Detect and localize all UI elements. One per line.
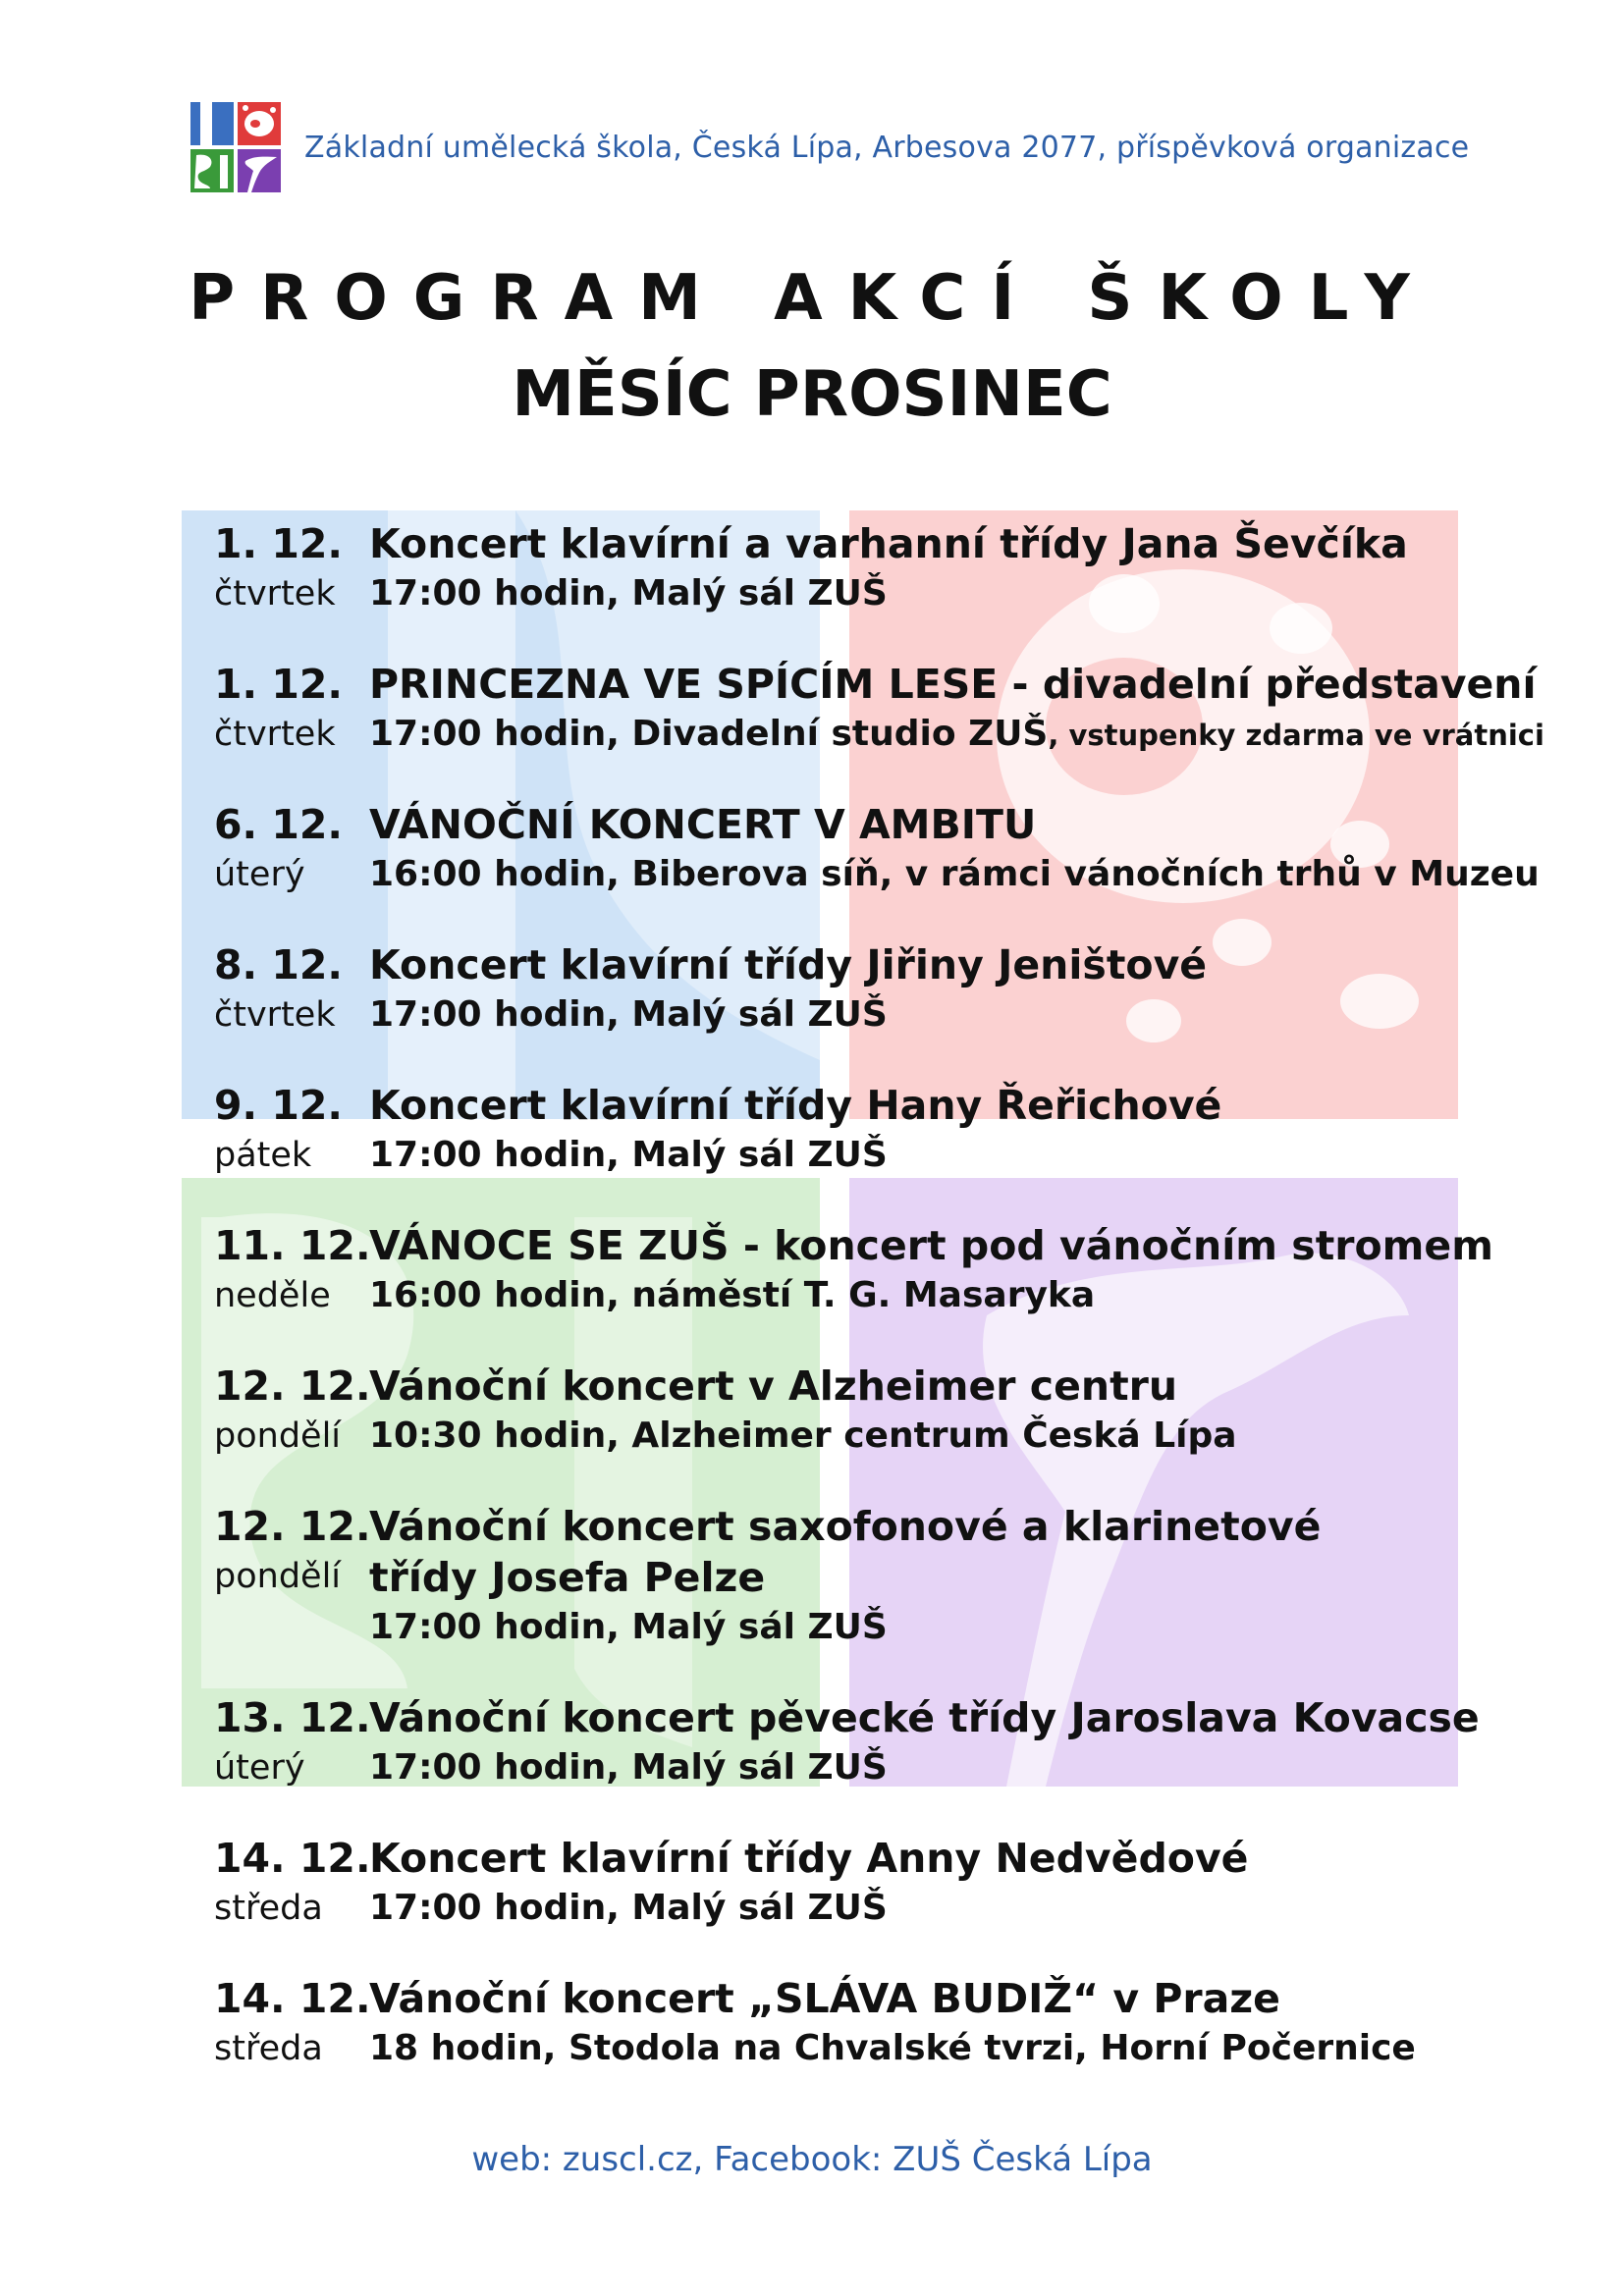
event-time-place: 18 hodin, Stodola na Chvalské tvrzi, Horní Počernice [369,2028,1416,2068]
event-item [214,1080,1500,1181]
event-date: 14. 12. [214,1975,371,2022]
event-details [369,1131,1500,1181]
event-details [369,1884,1500,1934]
page-title: PROGRAM AKCÍ ŠKOLY [189,262,1435,335]
event-day: pondělí [214,1557,342,1596]
event-day: čtvrtek [214,995,336,1035]
event-title: VÁNOCE SE ZUŠ - koncert pod vánočním stromem [369,1222,1493,1269]
event-title: Koncert klavírní třídy Jiřiny Jeništové [369,941,1208,988]
event-date: 1. 12. [214,520,344,567]
event-details [369,569,1500,619]
event-date: 8. 12. [214,941,344,988]
event-item [214,659,1544,760]
event-item [214,939,1500,1041]
event-date: 14. 12. [214,1835,371,1882]
event-time-place: 17:00 hodin, Malý sál ZUŠ [369,1607,888,1647]
footer-links: web: zuscl.cz, Facebook: ZUŠ Česká Lípa [471,2140,1153,2179]
event-date: 12. 12. [214,1503,371,1550]
event-day: pondělí [214,1416,342,1456]
event-date: 11. 12. [214,1222,371,1269]
event-day: čtvrtek [214,574,336,614]
event-day: úterý [214,855,305,894]
event-item [214,518,1500,619]
event-day: středa [214,2029,323,2068]
event-item [214,1361,1500,1462]
event-time-place: 17:00 hodin, Malý sál ZUŠ [369,573,888,614]
event-date: 9. 12. [214,1082,344,1129]
event-day: pátek [214,1136,312,1175]
event-title: Vánoční koncert pěvecké třídy Jaroslava Kovacse [369,1694,1480,1741]
event-date: 13. 12. [214,1694,371,1741]
event-time-place: 17:00 hodin, Malý sál ZUŠ [369,1135,888,1175]
event-details [369,710,1544,760]
event-title: Koncert klavírní třídy Hany Řeřichové [369,1082,1222,1129]
event-day: středa [214,1889,323,1928]
school-logo [189,100,283,194]
event-date: 6. 12. [214,801,344,848]
event-time-place: 17:00 hodin, Malý sál ZUŠ [369,994,888,1035]
event-item [214,1220,1500,1321]
event-time-place: 17:00 hodin, Divadelní studio ZUŠ [369,714,1049,754]
organization-name: Základní umělecká škola, Česká Lípa, Arbesova 2077, příspěvková organizace [304,130,1470,165]
event-time-place: 16:00 hodin, Biberova síň, v rámci vánočních trhů v Muzeu [369,854,1540,894]
event-day: neděle [214,1276,331,1315]
event-item [214,1692,1500,1793]
event-item [214,1833,1500,1934]
events-list [214,518,1544,2113]
event-details [369,1271,1500,1321]
event-time-place: 10:30 hodin, Alzheimer centrum Česká Lípa [369,1415,1237,1456]
event-title: Koncert klavírní třídy Anny Nedvědové [369,1835,1249,1882]
event-day: čtvrtek [214,715,336,754]
event-details [369,990,1500,1041]
event-item [214,1973,1500,2074]
event-item [214,1501,1500,1653]
event-title: Koncert klavírní a varhanní třídy Jana Ševčíka [369,520,1408,567]
event-details [369,2024,1500,2074]
header [189,98,1469,196]
event-details [369,1603,1500,1653]
event-title: VÁNOČNÍ KONCERT V AMBITU [369,801,1037,848]
event-time-place: 17:00 hodin, Malý sál ZUŠ [369,1888,888,1928]
event-title: Vánoční koncert saxofonové a klarinetové třídy Josefa Pelze [369,1503,1322,1601]
event-time-place: 17:00 hodin, Malý sál ZUŠ [369,1747,888,1788]
event-details [369,1412,1500,1462]
event-item [214,799,1540,900]
event-note: , vstupenky zdarma ve vrátnici [1048,719,1544,752]
event-day: úterý [214,1748,305,1788]
event-details [369,1743,1500,1793]
event-date: 1. 12. [214,661,344,708]
event-date: 12. 12. [214,1362,371,1410]
event-title: Vánoční koncert v Alzheimer centru [369,1362,1178,1410]
event-title: Vánoční koncert „SLÁVA BUDIŽ“ v Praze [369,1975,1280,2022]
page-subtitle: MĚSÍC PROSINEC [512,358,1112,431]
event-title: PRINCEZNA VE SPÍCÍM LESE - divadelní představení [369,661,1537,708]
event-details [369,850,1540,900]
event-time-place: 16:00 hodin, náměstí T. G. Masaryka [369,1275,1096,1315]
